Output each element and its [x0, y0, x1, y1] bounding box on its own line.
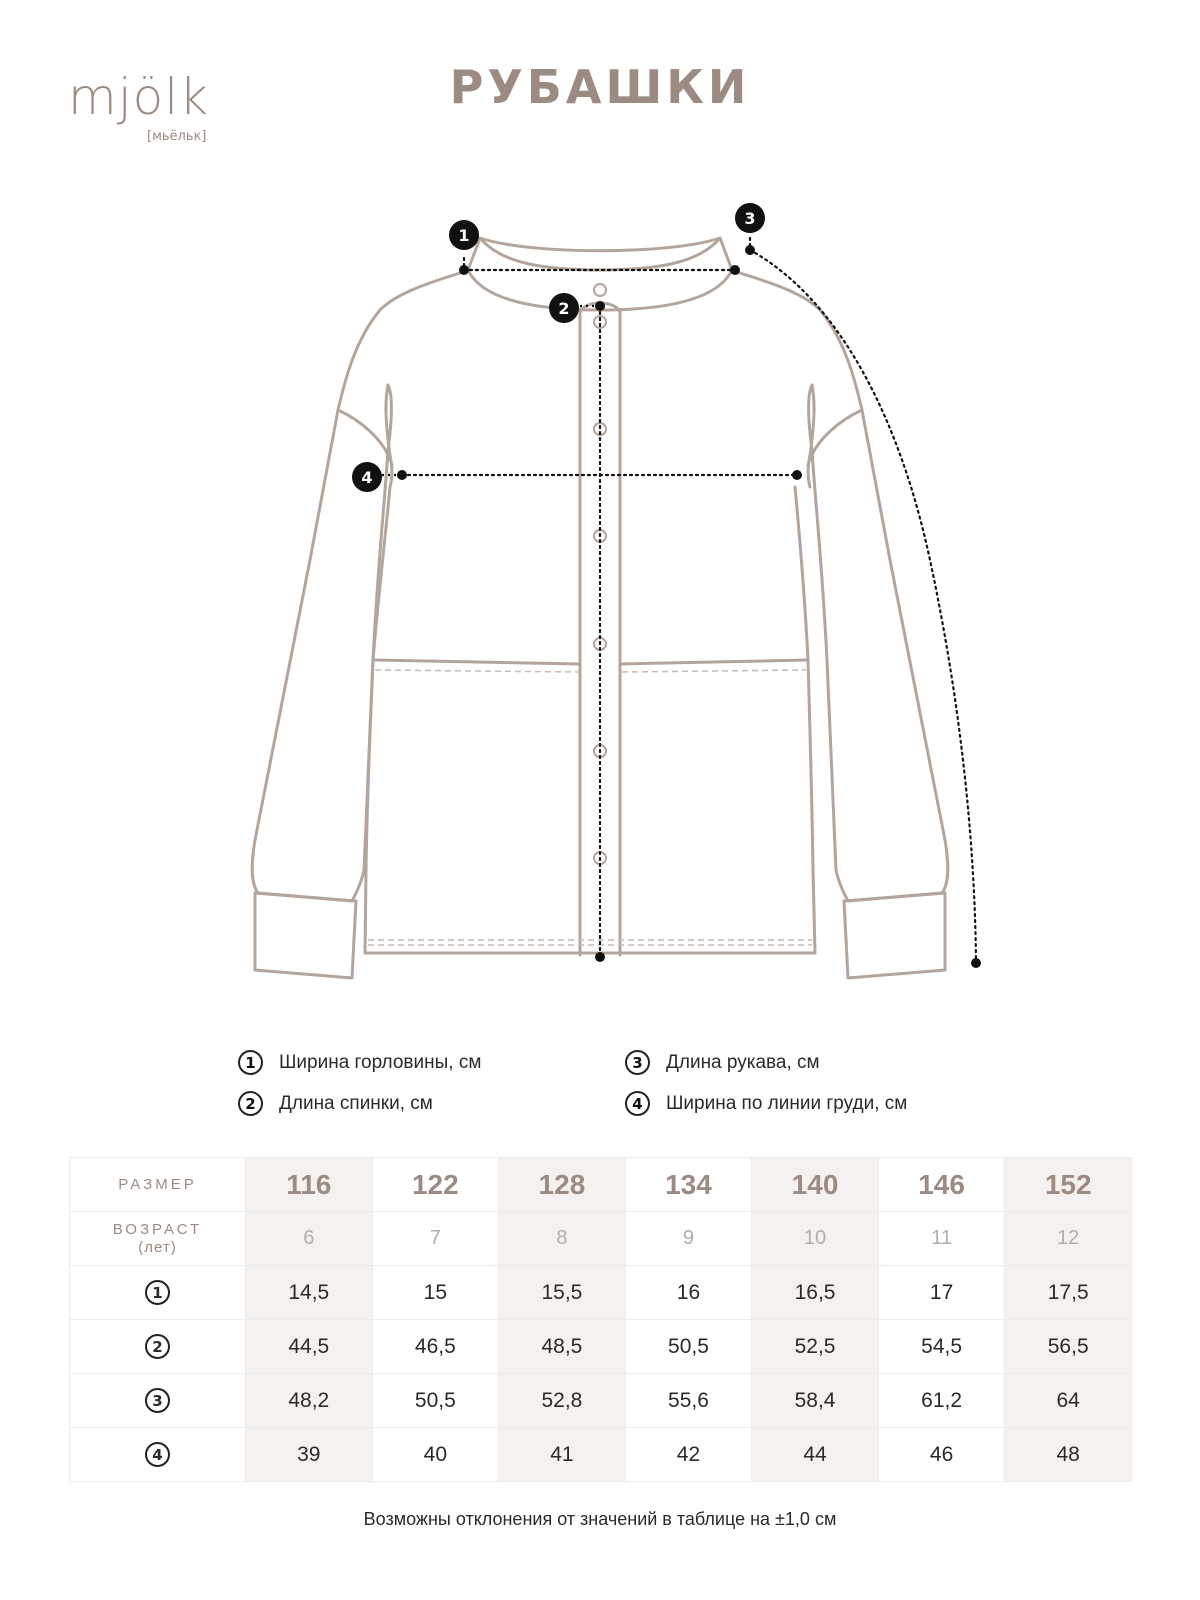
legend-label: Длина спинки, см [279, 1092, 433, 1114]
legend-label: Ширина по линии груди, см [666, 1092, 908, 1114]
age-label-title: ВОЗРАСТ [112, 1220, 203, 1238]
svg-text:2: 2 [558, 299, 570, 318]
age-label [70, 1212, 246, 1266]
row-marker [70, 1266, 246, 1320]
value-cell: 40 [372, 1428, 499, 1482]
value-cell: 61,2 [878, 1374, 1005, 1428]
row-marker [70, 1428, 246, 1482]
size-table [69, 1157, 1132, 1482]
value-cell: 58,4 [752, 1374, 879, 1428]
size-cell: 152 [1005, 1158, 1132, 1212]
collar-top [468, 238, 732, 270]
row-marker [70, 1320, 246, 1374]
shirt-left-side [365, 487, 815, 953]
svg-text:1: 1 [458, 226, 470, 245]
value-cell: 54,5 [878, 1320, 1005, 1374]
value-cell: 46 [878, 1428, 1005, 1482]
value-cell: 44,5 [246, 1320, 373, 1374]
size-label: РАЗМЕР [70, 1158, 246, 1212]
size-cell: 116 [246, 1158, 373, 1212]
age-cell: 8 [499, 1212, 626, 1266]
value-cell: 48,5 [499, 1320, 626, 1374]
shirt-diagram [0, 180, 1200, 1000]
value-cell: 48,2 [246, 1374, 373, 1428]
yoke-right [620, 660, 808, 664]
shirt-body-outline [252, 270, 470, 901]
age-cell: 12 [1005, 1212, 1132, 1266]
value-cell: 39 [246, 1428, 373, 1482]
value-cell: 17,5 [1005, 1266, 1132, 1320]
measure-line-3 [750, 250, 976, 963]
value-cell: 52,8 [499, 1374, 626, 1428]
value-cell: 55,6 [625, 1374, 752, 1428]
value-cell: 50,5 [625, 1320, 752, 1374]
yoke-left [373, 660, 580, 664]
brand-transcription: [мьёльк] [147, 129, 207, 144]
value-cell: 52,5 [752, 1320, 879, 1374]
legend-item [238, 1050, 481, 1075]
measurement-legend [238, 1050, 998, 1140]
value-cell: 16 [625, 1266, 752, 1320]
row-number: 2 [145, 1334, 170, 1359]
legend-item [625, 1091, 907, 1116]
value-cell: 42 [625, 1428, 752, 1482]
value-cell: 46,5 [372, 1320, 499, 1374]
row-marker [70, 1374, 246, 1428]
value-cell: 41 [499, 1428, 626, 1482]
value-cell: 15 [372, 1266, 499, 1320]
shirt-right-outline [730, 270, 948, 901]
left-cuff [255, 893, 356, 978]
measurement-row-2 [70, 1320, 1132, 1374]
legend-item [238, 1091, 433, 1116]
marker-1 [449, 220, 479, 250]
age-cell: 7 [372, 1212, 499, 1266]
stitch-hem [368, 940, 812, 945]
value-cell: 15,5 [499, 1266, 626, 1320]
value-cell: 16,5 [752, 1266, 879, 1320]
size-row [70, 1158, 1132, 1212]
measure-point [745, 245, 755, 255]
svg-text:4: 4 [361, 468, 373, 487]
legend-number: 4 [625, 1091, 650, 1116]
measurement-row-3 [70, 1374, 1132, 1428]
size-cell: 146 [878, 1158, 1005, 1212]
size-cell: 122 [372, 1158, 499, 1212]
value-cell: 44 [752, 1428, 879, 1482]
left-shoulder-seam [338, 410, 392, 465]
legend-label: Ширина горловины, см [279, 1051, 482, 1073]
stitch-yoke-right [622, 670, 806, 672]
size-cell: 140 [752, 1158, 879, 1212]
right-shoulder-seam [808, 410, 862, 465]
value-cell: 50,5 [372, 1374, 499, 1428]
age-label-unit: (лет) [138, 1238, 177, 1256]
age-cell: 10 [752, 1212, 879, 1266]
age-cell: 9 [625, 1212, 752, 1266]
marker-4 [352, 462, 382, 492]
measure-point [730, 265, 740, 275]
age-row [70, 1212, 1132, 1266]
page-title: РУБАШКИ [449, 60, 751, 114]
legend-number: 2 [238, 1091, 263, 1116]
row-number: 1 [145, 1280, 170, 1305]
legend-label: Длина рукава, см [666, 1051, 820, 1073]
legend-number: 1 [238, 1050, 263, 1075]
measure-point [459, 265, 469, 275]
row-number: 3 [145, 1388, 170, 1413]
value-cell: 17 [878, 1266, 1005, 1320]
measurement-row-1 [70, 1266, 1132, 1320]
marker-3 [735, 203, 765, 233]
marker-2 [549, 293, 579, 323]
measure-point [792, 470, 802, 480]
size-cell: 134 [625, 1158, 752, 1212]
button [594, 284, 606, 296]
measurement-row-4 [70, 1428, 1132, 1482]
right-cuff [844, 893, 945, 978]
brand-name: mjölk [68, 68, 210, 126]
size-cell: 128 [499, 1158, 626, 1212]
footnote: Возможны отклонения от значений в таблице на ±1,0 см [363, 1509, 837, 1529]
legend-number: 3 [625, 1050, 650, 1075]
age-cell: 11 [878, 1212, 1005, 1266]
measure-point [595, 952, 605, 962]
value-cell: 48 [1005, 1428, 1132, 1482]
collar-inner [480, 238, 720, 270]
svg-text:3: 3 [744, 209, 756, 228]
measure-point [971, 958, 981, 968]
stitch-yoke-left [375, 670, 578, 672]
value-cell: 56,5 [1005, 1320, 1132, 1374]
row-number: 4 [145, 1442, 170, 1467]
value-cell: 64 [1005, 1374, 1132, 1428]
legend-item [625, 1050, 820, 1075]
value-cell: 14,5 [246, 1266, 373, 1320]
age-cell: 6 [246, 1212, 373, 1266]
